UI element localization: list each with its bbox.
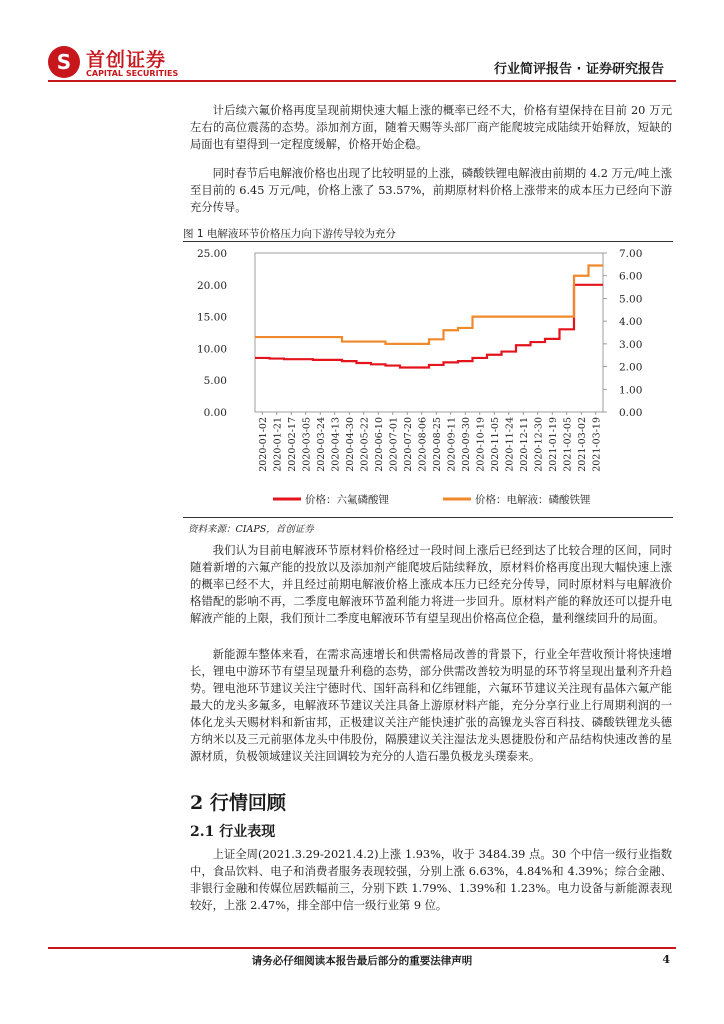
x-tick-label: 2020-04-30 [344, 417, 356, 472]
left-axis [197, 248, 227, 419]
x-tick-label: 2021-03-19 [591, 417, 603, 472]
logo-name-cn: 首创证券 [86, 49, 167, 71]
x-tick-label: 2020-09-11 [446, 417, 458, 472]
paragraph-3: 我们认为目前电解液环节原材料价格经过一段时间上涨后已经到达了比较合理的区间，同时随着新增的六氟产能的投放以及添加剂产能爬坡后陆续释放，原材料价格再度出现大幅快速上涨的概率已经不大，并且经过前期电解液价格上涨成本压力已经充分传导，同时原材料与电解液价格错配的影响不再，二季度电解液环节盈利能力将进一步回升。原材料产能的释放还可以提升电解液产能的上限，我们预计二季度电解液环节有望呈现出价格高位企稳，量利继续回升的局面。 [190, 544, 672, 625]
right-tick-label: 7.00 [619, 248, 643, 260]
right-tick-label: 2.00 [619, 361, 643, 374]
right-tick-label: 6.00 [619, 270, 643, 283]
x-tick-label: 2021-03-02 [576, 417, 588, 472]
page-number: 4 [662, 953, 670, 966]
x-tick-label: 2020-11-05 [489, 417, 501, 472]
paragraph-4: 新能源车整体来看，在需求高速增长和供需格局改善的背景下，行业全年营收预计将快速增长，锂电中游环节有望呈现量升利稳的态势，部分供需改善较为明显的环节将呈现出量利齐升趋势。锂电池环节建议关注宁德时代、国轩高科和亿纬锂能，六氟环节建议关注现有晶体六氟产能最大的龙头多氟多，电解液环节建议关注具备上游原材料产能，充分分享行业上行周期利润的一体化龙头天赐材料和新宙邦，正极建议关注产能快速扩张的高镍龙头容百科技、磷酸铁锂龙头德方纳米以及三元前驱体龙头中伟股份，隔膜建议关注湿法龙头恩捷股份和产品结构快速改善的星源材质，负极领域建议关注回调较为充分的人造石墨负极龙头璞泰来。 [190, 648, 672, 763]
x-tick-label: 2020-10-19 [475, 417, 487, 472]
plot-area [255, 253, 603, 412]
series-lines [255, 265, 603, 367]
x-tick-label: 2020-01-02 [257, 417, 269, 472]
left-tick-label: 10.00 [196, 343, 227, 356]
plot-border [255, 253, 603, 412]
left-tick-label: 5.00 [203, 375, 227, 388]
header-divider [48, 80, 676, 82]
right-tick-label: 3.00 [619, 338, 643, 351]
x-tick-label: 2021-02-05 [562, 417, 574, 472]
x-tick-label: 2020-08-25 [431, 417, 443, 472]
series-electrolyte-line [255, 265, 603, 343]
x-tick-label: 2020-09-30 [460, 417, 472, 472]
right-tick-label: 4.00 [619, 316, 643, 329]
right-axis [603, 248, 642, 419]
right-tick-label: 0.00 [619, 407, 643, 419]
company-logo [48, 44, 188, 80]
x-tick-label: 2020-03-24 [315, 417, 327, 472]
legend-label: 价格：电解液：磷酸铁锂 [475, 494, 591, 506]
x-tick-label: 2020-06-10 [373, 417, 385, 472]
chart-legend [273, 493, 591, 506]
x-tick-label: 2020-04-13 [330, 417, 342, 472]
x-tick-label: 2020-12-30 [533, 417, 545, 472]
x-tick-label: 2020-01-21 [272, 417, 284, 472]
logo-name-en: CAPITAL SECURITIES [86, 69, 179, 78]
figure-top-rule [183, 241, 673, 242]
x-tick-label: 2020-02-17 [286, 417, 298, 472]
price-line-chart [183, 243, 673, 515]
legend-label: 价格：六氟磷酸锂 [305, 494, 389, 506]
left-tick-label: 0.00 [203, 407, 227, 419]
legal-disclaimer-note: 请务必仔细阅读本报告最后部分的重要法律声明 [251, 955, 473, 967]
x-tick-label: 2021-01-19 [547, 417, 559, 472]
right-tick-label: 5.00 [619, 293, 643, 306]
paragraph-1: 计后续六氟价格再度呈现前期快速大幅上涨的概率已经不大，价格有望保持在目前 20 万元左右的高位震荡的态势。添加剂方面，随着天赐等头部厂商产能爬坡完成陆续开始释放，短缺的局面也有望得到一定程度缓解，价格开始企稳。 [190, 104, 672, 151]
paragraph-5: 上证全周(2021.3.29-2021.4.2)上涨 1.93%，收于 3484.39 点。30 个中信一级行业指数中，食品饮料、电子和消费者服务表现较强，分别上涨 6.63%，4.84%和 4.39%；综合金融、非银行金融和传媒位居跌幅前三，分别下跌 1.79%、1.39%和 1.23%。电力设备与新能源表现较好，上涨 2.47%，排全部中信一级行业第 9 位。 [190, 848, 672, 912]
subsection-heading: 2.1 行业表现 [190, 824, 276, 840]
figure-source: 资料来源：CIAPS，首创证券 [188, 524, 314, 535]
section-heading: 2 行情回顾 [190, 792, 286, 814]
x-tick-label: 2020-05-22 [359, 417, 371, 472]
footer-divider [48, 947, 676, 949]
figure-bottom-rule [183, 517, 673, 518]
x-tick-label: 2020-12-11 [518, 417, 530, 472]
report-type-title: 行业简评报告 · 证券研究报告 [494, 62, 664, 77]
series-lipf6-line [255, 285, 603, 368]
left-tick-label: 20.00 [196, 279, 227, 292]
left-tick-label: 15.00 [196, 311, 227, 324]
right-tick-label: 1.00 [619, 384, 643, 397]
left-tick-label: 25.00 [196, 248, 227, 260]
x-tick-label: 2020-11-24 [504, 417, 516, 472]
paragraph-2: 同时春节后电解液价格也出现了比较明显的上涨，磷酸铁锂电解液由前期的 4.2 万元/吨上涨至目前的 6.45 万元/吨，价格上涨了 53.57%，前期原材料价格上涨带来的成本压力已经向下游充分传导。 [190, 167, 672, 214]
x-tick-label: 2020-08-06 [417, 417, 429, 472]
x-tick-label: 2020-07-01 [388, 417, 400, 472]
x-tick-label: 2020-03-05 [301, 417, 313, 472]
figure-title: 图 1 电解液环节价格压力向下游传导较为充分 [183, 228, 396, 240]
x-tick-label: 2020-07-20 [402, 417, 414, 472]
logo-mark-icon: S [48, 46, 80, 78]
x-axis [258, 412, 603, 472]
